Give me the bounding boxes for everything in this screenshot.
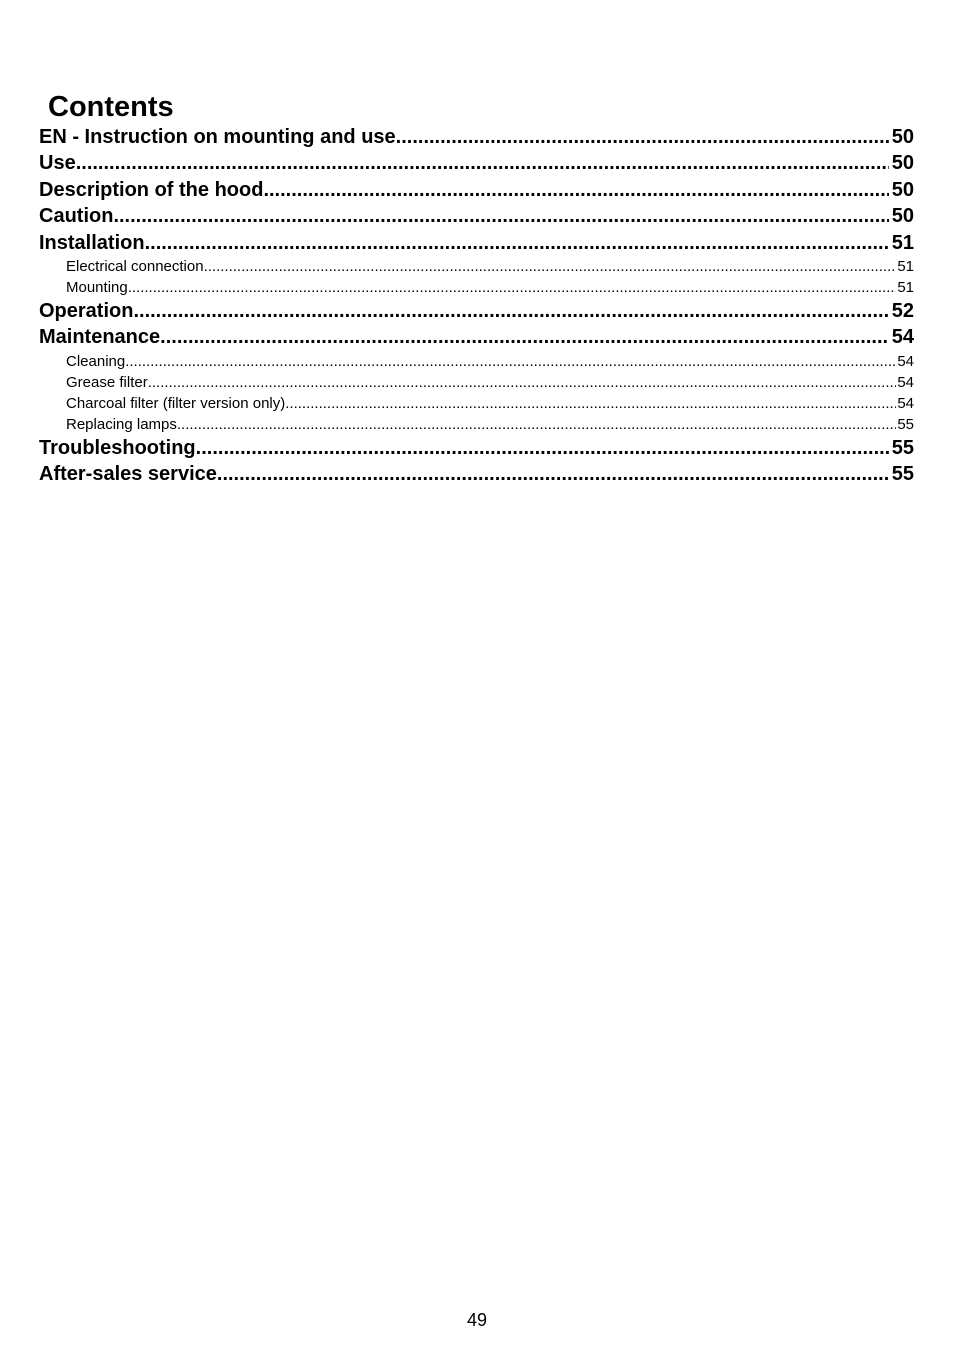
toc-dot-leader [148,372,897,393]
toc-dot-leader [145,230,889,256]
toc-entry-label: Caution [39,205,114,228]
toc-dot-leader [128,277,897,298]
toc-entry-label: Maintenance [39,326,161,349]
toc-dot-leader [263,177,888,203]
toc-dot-leader [396,124,889,150]
toc-entry-label: Troubleshooting [39,436,196,459]
page-number: 49 [466,1310,488,1330]
toc-entry-label: After-sales service [39,463,217,486]
toc-entry-page: 50 [891,205,914,228]
toc-entry-label: Description of the hood [39,178,264,201]
toc-entry-page: 50 [891,178,914,201]
toc-subentry-page: 55 [897,415,914,433]
toc-subentry-page: 51 [897,278,914,296]
toc-entry-page: 52 [891,299,914,322]
toc-entry-label: Installation [39,231,145,254]
toc-dot-leader [76,150,889,176]
toc-entry[interactable] [39,230,914,256]
toc-subentry-page: 51 [897,257,914,275]
toc-dot-leader [177,414,896,435]
toc-subentry[interactable] [39,414,914,435]
toc-entry-page: 50 [891,126,914,148]
toc-subentry[interactable] [39,372,914,393]
toc-subentry[interactable] [39,351,914,372]
toc-entry-label: EN - Instruction on mounting and use [39,126,396,148]
toc-subentry-label: Grease filter [66,373,148,391]
table-of-contents [39,124,914,488]
toc-subentry[interactable] [39,393,914,414]
toc-dot-leader [125,351,896,372]
toc-dot-leader [217,461,889,487]
toc-subentry-label: Charcoal filter (filter version only) [66,394,286,412]
toc-subentry-page: 54 [897,373,914,391]
toc-entry[interactable] [39,435,914,461]
toc-subentry-page: 54 [897,394,914,412]
toc-entry[interactable] [39,150,914,176]
toc-entry[interactable] [39,324,914,350]
toc-entry[interactable] [39,298,914,324]
toc-dot-leader [196,435,889,461]
toc-dot-leader [133,298,888,324]
toc-subentry-label: Electrical connection [66,257,204,275]
toc-entry-page: 50 [891,152,914,175]
toc-subentry[interactable] [39,256,914,277]
toc-entry[interactable] [39,177,914,203]
toc-dot-leader [113,203,888,229]
toc-dot-leader [285,393,896,414]
toc-entry-page: 55 [891,436,914,459]
toc-entry-page: 54 [891,326,914,349]
toc-subentry[interactable] [39,277,914,298]
toc-subentry-label: Cleaning [66,352,126,370]
toc-entry[interactable] [39,461,914,487]
toc-entry-page: 55 [891,463,914,486]
toc-entry-page: 51 [891,231,914,254]
toc-subentry-label: Replacing lamps [66,415,177,433]
toc-entry-label: Operation [39,299,134,322]
toc-dot-leader [204,256,897,277]
toc-entry-label: Use [39,152,76,175]
page-title: Contents [48,91,174,123]
toc-subentry-label: Mounting [66,278,128,296]
toc-subentry-page: 54 [897,352,914,370]
toc-entry[interactable] [39,203,914,229]
toc-dot-leader [160,324,889,350]
toc-entry[interactable] [39,124,914,150]
